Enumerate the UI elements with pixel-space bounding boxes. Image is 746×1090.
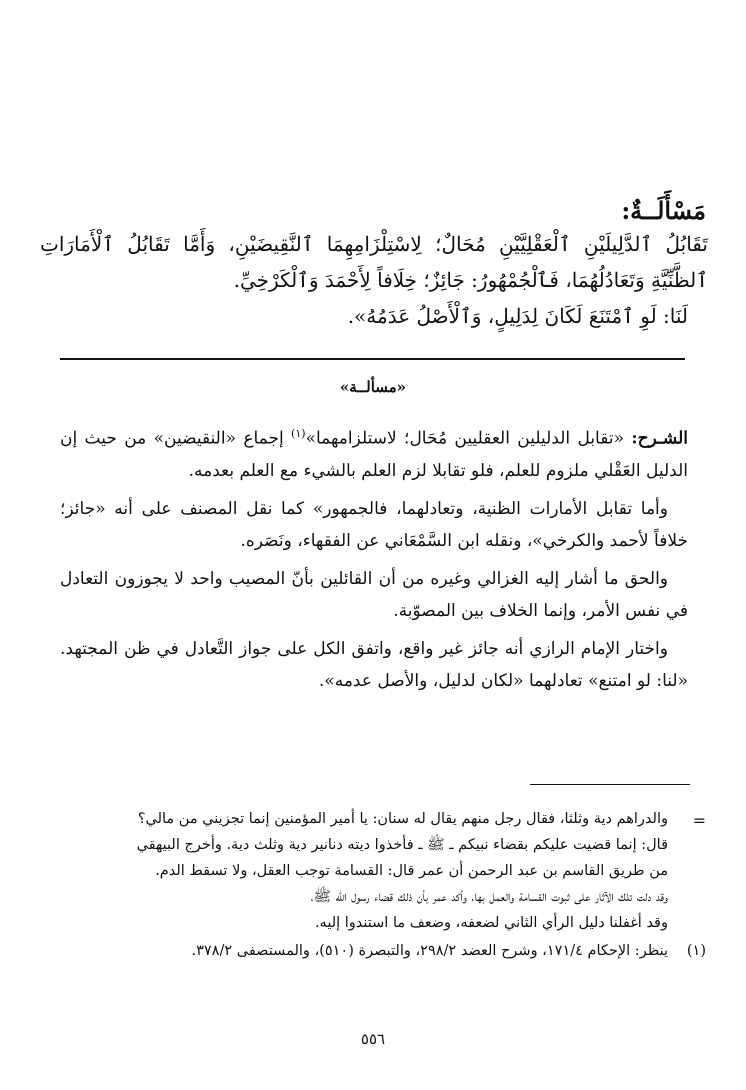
sharh-paragraph [60,418,688,487]
footnote-1 [58,938,706,964]
matn-text [40,226,708,334]
sharh-paragraph: والحق ما أشار إليه الغزالي وغيره من أن القائلين بأنّ المصيب واحد لا يجوزون التعادل في نفس الأمر، وإنما الخلاف بين المصوّبة. [60,568,688,621]
footnotes [58,806,706,964]
separator-rule [60,358,685,360]
section-heading: مَسْأَلَــةٌ: [621,196,706,225]
footnote-rule [530,784,690,785]
matn-paragraph: لَنَا: لَوِ ٱمْتَنَعَ لَكَانَ لِدَلِيلٍ، وَٱلْأَصْلُ عَدَمُهُ». [347,304,688,328]
sharh-lead: الشـرح: [631,428,688,449]
matn-paragraph: تَقَابُلُ ٱلدَّلِيلَيْنِ ٱلْعَقْلِيَّيْنِ مُحَالٌ؛ لِاسْتِلْزَامِهِمَا ٱلنَّقِيضَيْنِ، وَأَمَّا تَقَابُلُ ٱلْأَمَارَاتِ ٱلظَّنِّيَّةِ وَتَعَادُلُهُمَا، فَٱلْجُمْهُورُ: جَائِزٌ؛ خِلَافاً لِأَحْمَدَ وَٱلْكَرْخِيِّ. [40,232,708,292]
footnote-continuation [58,806,706,936]
sharh-paragraph: واختار الإمام الرازي أنه جائز غير واقع، واتفق الكل على جواز التَّعادل في ظن المجتهد. «لنا: لو امتنع» تعادلهما «لكان لدليل، والأصل عدمه». [60,638,688,691]
footnote-line: وقد دلت تلك الآثار على ثبوت القسامة والعمل بها، وأكد عمر بأن ذلك قضاء رسول الله ﷺ، [310,889,668,905]
page-number: ٥٥٦ [360,1030,386,1048]
footnote-ref[interactable]: (١) [291,427,306,440]
footnote-number: (١) [686,943,706,959]
sharh-paragraph: وأما تقابل الأمارات الظنية، وتعادلهما، فالجمهور» كما نقل المصنف على أنه «جائز؛ خلافاً لأحمد والكرخي»، ونقله ابن السَّمْعَاني عن الفقهاء، ونَصَره. [60,498,688,551]
footnote-text: ينظر: الإحكام ١٧١/٤، وشرح العضد ٢٩٨/٢، والتبصرة (٥١٠)، والمستصفى ٣٧٨/٢. [191,943,668,959]
footnote-line: وقد أغفلنا دليل الرأي الثاني لضعفه، وضعف ما استندوا إليه. [314,915,668,931]
footnote-line: قال: إنما قضيت عليكم بقضاء نبيكم ـ ﷺ ـ فأخذوا ديته دنانير دية وثلث دية. وأخرج البيهقي [136,837,668,853]
footnote-line: والدراهم دية وثلثا، فقال رجل منهم يقال له سنان: يا أمير المؤمنين إنما تجزيني من مالي؟ [137,811,668,827]
footnote-line: من طريق القاسم بن عبد الرحمن أن عمر قال: القسامة توجب العقل، ولا تسقط الدم. [155,863,668,879]
quoted-text: «تقابل الدليلين العقليين مُحَال؛ لاستلزامهما» [305,428,624,449]
sharh-text [60,418,688,703]
sharh-text-run: إجماع «النقيضين» من حيث إن الدليل العَقْلي ملزوم للعلم، فلو تقابلا لزم العلم بالشيء مع العلم بعدمه. [60,428,688,481]
sharh-title: «مسألــة» [339,378,407,396]
continuation-mark: = [692,811,706,830]
